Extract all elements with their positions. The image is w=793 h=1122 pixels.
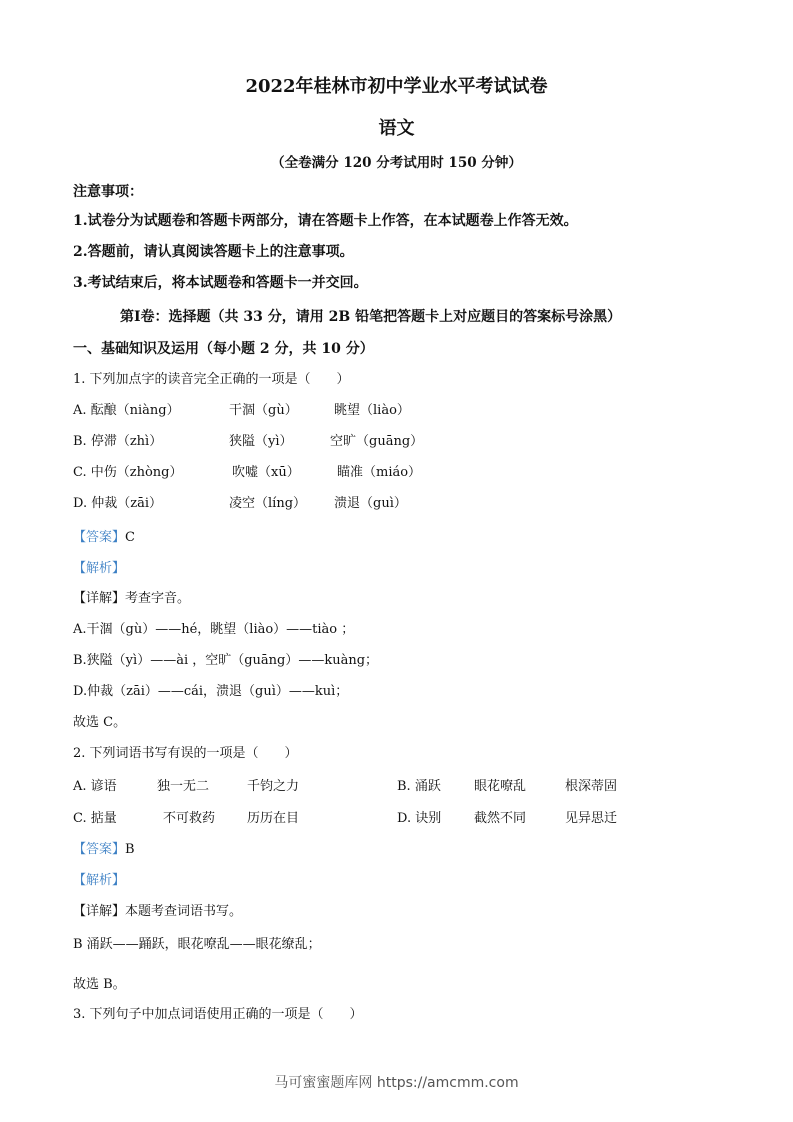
notice-item-1: 1.试卷分为试题卷和答题卡两部分，请在答题卡上作答，在本试题卷上作答无效。: [73, 213, 578, 229]
question-1-explain-d: D.仲裁（zāi）——cái，溃退（guì）——kuì；: [73, 684, 349, 699]
question-2-explain: B 涌跃——踊跃，眼花嘹乱——眼花缭乱；: [73, 937, 321, 952]
section-1-heading: 第Ⅰ卷：选择题（共 33 分，请用 2B 铅笔把答题卡上对应题目的答案标号涂黑）: [120, 309, 622, 325]
option-word: B. 停滞（zhì）: [73, 434, 163, 449]
subject-title: 语文: [378, 118, 415, 139]
option-word: D. 诀别: [397, 811, 442, 826]
question-3-stem: 3. 下列句子中加点词语使用正确的一项是（ ）: [73, 1007, 363, 1022]
option-word: 不可救药: [163, 811, 216, 826]
question-1-explain-b: B.狭隘（yì）——ài ，空旷（guāng）——kuàng；: [73, 653, 379, 668]
option-word: 眺望（liào）: [334, 403, 410, 418]
answer-value: C: [125, 530, 135, 545]
option-word: B. 涌跃: [397, 779, 441, 794]
option-word: A. 酝酿（niàng）: [73, 403, 180, 418]
question-1-stem: 1. 下列加点字的读音完全正确的一项是（ ）: [73, 372, 350, 387]
part-1-heading: 一、基础知识及运用（每小题 2 分，共 10 分）: [73, 341, 374, 357]
question-2-analysis-label: 【解析】: [73, 873, 126, 888]
option-word: 干涸（gù）: [229, 403, 298, 418]
option-word: 溃退（guì）: [334, 496, 407, 511]
footer-watermark: 马可蜜蜜题库网 https://amcmm.com: [274, 1075, 519, 1091]
option-word: A. 谚语: [73, 779, 117, 794]
option-word: D. 仲裁（zāi）: [73, 496, 162, 511]
option-word: 吹嘘（xū）: [232, 465, 300, 480]
option-word: 截然不同: [474, 811, 527, 826]
option-word: 独一无二: [157, 779, 210, 794]
question-1-explain-a: A.干涸（gù）——hé，眺望（liào）——tiào ；: [73, 622, 355, 637]
question-2-detail: 【详解】本题考查词语书写。: [73, 904, 243, 919]
answer-label: 【答案】: [73, 842, 126, 857]
exam-title: 2022年桂林市初中学业水平考试试卷: [245, 76, 548, 97]
question-1-detail: 【详解】考查字音。: [73, 591, 191, 606]
notice-item-2: 2.答题前，请认真阅读答题卡上的注意事项。: [73, 244, 354, 260]
option-word: 见异思迁: [565, 811, 618, 826]
option-word: 瞄准（miáo）: [337, 465, 422, 480]
option-word: C. 中伤（zhòng）: [73, 465, 183, 480]
question-2-answer: [73, 838, 135, 857]
question-1-conclusion: 故选 C。: [73, 715, 127, 730]
option-word: 凌空（líng）: [229, 496, 307, 511]
question-2-conclusion: 故选 B。: [73, 977, 126, 992]
notice-heading: 注意事项：: [73, 184, 143, 200]
question-2-stem: 2. 下列词语书写有误的一项是（ ）: [73, 746, 298, 761]
question-1-answer: [73, 526, 135, 545]
option-word: 眼花嘹乱: [474, 779, 527, 794]
option-word: C. 掂量: [73, 811, 117, 826]
score-note: （全卷满分 120 分考试用时 150 分钟）: [271, 155, 522, 171]
option-word: 千钧之力: [247, 779, 300, 794]
answer-value: B: [125, 842, 135, 857]
option-word: 空旷（guāng）: [330, 434, 424, 449]
option-word: 历历在目: [247, 811, 300, 826]
option-word: 狭隘（yì）: [229, 434, 293, 449]
notice-item-3: 3.考试结束后，将本试题卷和答题卡一并交回。: [73, 275, 368, 291]
option-word: 根深蒂固: [565, 779, 618, 794]
question-1-analysis-label: 【解析】: [73, 561, 126, 576]
answer-label: 【答案】: [73, 530, 126, 545]
